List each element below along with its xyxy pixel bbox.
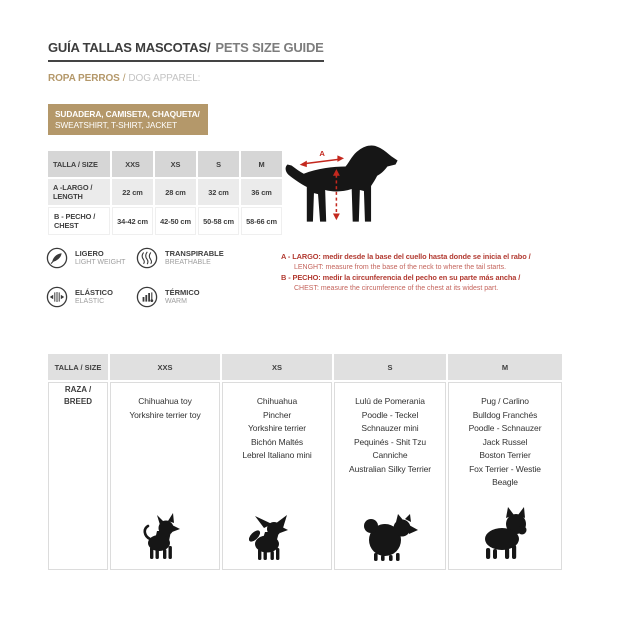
measure-label-a: A (319, 148, 325, 158)
breed-cell-xxs (110, 382, 220, 570)
breed-item: Canniche (372, 450, 408, 460)
feature-label-en: WARM (165, 298, 187, 305)
arrow-a-right-head (337, 155, 344, 162)
feature-text (165, 249, 224, 267)
size-value: 50-58 cm (198, 207, 239, 235)
subtitle (48, 73, 200, 84)
size-table (46, 149, 284, 237)
title-english: PETS SIZE GUIDE (215, 40, 324, 55)
subtitle-separator: / (122, 73, 126, 84)
french-bulldog-icon (476, 507, 534, 561)
length-row (48, 179, 282, 205)
feature-label-es: TRANSPIRABLE (165, 249, 224, 258)
instruction-line-es: A - LARGO: medir desde la base del cuello hasta donde se inicia el rabo / (281, 252, 531, 261)
feature-item (136, 286, 286, 308)
size-value: 58-66 cm (241, 207, 282, 235)
chihuahua-icon (143, 513, 187, 561)
size-table-header-cell: S (198, 151, 239, 177)
instruction-line-es: B - PECHO: medir la circunferencia del pecho en su parte más ancha / (281, 273, 521, 282)
breed-item: Yorkshire terrier toy (129, 409, 201, 420)
instruction-line-en: CHEST: measure the circumference of the chest at its widest part. (294, 284, 499, 292)
breed-table-header-cell: XXS (110, 354, 220, 380)
breed-table-header-row (48, 354, 562, 380)
feature-text (75, 249, 125, 267)
feature-item (46, 286, 136, 308)
breed-list (450, 384, 560, 490)
breed-row-label: RAZA / BREED (48, 382, 108, 570)
papillon-icon (249, 515, 305, 561)
breed-item: Pincher (262, 409, 292, 420)
feature-text (75, 288, 113, 306)
page-title (48, 40, 324, 62)
breed-item: Australian Silky Terrier (349, 463, 431, 474)
size-table-header-row (48, 151, 282, 177)
instruction-block (281, 273, 611, 294)
measure-arrow-a (306, 159, 339, 163)
size-table-header-cell: XXS (112, 151, 153, 177)
subtitle-english: DOG APPAREL: (128, 73, 201, 84)
row-label: B - PECHO / CHEST (48, 207, 110, 235)
breed-table-header-cell: S (334, 354, 446, 380)
breed-item: Beagle (492, 477, 518, 487)
breed-item: Bichón Maltés (250, 436, 304, 447)
badge-line-english: SWEATSHIRT, T-SHIRT, JACKET (55, 119, 178, 130)
breed-table-header-cell: TALLA / SIZE (48, 354, 108, 380)
breed-cell-s (334, 382, 446, 570)
breed-item: Yorkshire terrier (248, 423, 306, 433)
breed-item: Bulldog Franchés (472, 409, 538, 420)
feature-label-en: LIGHT WEIGHT (75, 259, 126, 266)
breed-list (336, 384, 444, 476)
breed-table-body-row (48, 382, 562, 570)
breed-list (112, 384, 218, 422)
badge-line-spanish: SUDADERA, CAMISETA, CHAQUETA/ (55, 109, 200, 119)
feature-label-es: TÉRMICO (165, 288, 200, 297)
feature-label-en: ELASTIC (75, 298, 105, 305)
size-value: 42-50 cm (155, 207, 196, 235)
measuring-instructions (281, 252, 611, 294)
breed-list (224, 384, 330, 463)
size-value: 22 cm (112, 179, 153, 205)
instruction-line-en: LENGHT: measure from the base of the neck to where the tail starts. (294, 263, 507, 271)
size-value: 34-42 cm (112, 207, 153, 235)
breed-item: Schnauzer mini (361, 423, 419, 433)
instruction-block (281, 252, 611, 273)
size-table-header-cell: TALLA / SIZE (48, 151, 110, 177)
row-label: A -LARGO / LENGTH (48, 179, 110, 205)
breed-table-header-cell: M (448, 354, 562, 380)
arrow-a-left-head (300, 161, 307, 168)
breed-item: Poodle - Teckel (361, 409, 419, 420)
airflow-icon (136, 247, 158, 269)
feather-icon (46, 247, 68, 269)
feature-item (46, 247, 136, 269)
breed-item: Jack Russel (482, 436, 528, 447)
breed-item: Chihuahua (256, 396, 298, 406)
labrador-silhouette-icon (286, 145, 398, 221)
breed-item: Boston Terrier (479, 450, 531, 460)
breed-cell-xs (222, 382, 332, 570)
feature-text (165, 288, 200, 306)
size-value: 36 cm (241, 179, 282, 205)
feature-item (136, 247, 286, 269)
feature-label-es: ELÁSTICO (75, 288, 113, 297)
thermometer-icon (136, 286, 158, 308)
size-table-header-cell: M (241, 151, 282, 177)
feature-label-en: BREATHABLE (165, 259, 211, 266)
breed-item: Lebrel Italiano mini (242, 450, 312, 460)
measure-diagram (278, 138, 406, 240)
breed-cell-m (448, 382, 562, 570)
size-value: 32 cm (198, 179, 239, 205)
breed-item: Fox Terrier - Westie (469, 463, 541, 474)
title-spanish: GUÍA TALLAS MASCOTAS/ (48, 40, 211, 55)
breed-item: Poodle - Schnauzer (468, 423, 542, 433)
breed-table-header-cell: XS (222, 354, 332, 380)
feature-label-es: LIGERO (75, 249, 104, 258)
breed-table (46, 352, 564, 572)
breed-item: Pug / Carlino (481, 396, 529, 406)
elastic-icon (46, 286, 68, 308)
breed-item: Chihuahua toy (138, 396, 192, 406)
subtitle-spanish: ROPA PERROS (48, 73, 120, 84)
pomeranian-icon (359, 513, 421, 561)
chest-row (48, 207, 282, 235)
line-b-bottom-head (333, 213, 340, 220)
size-value: 28 cm (155, 179, 196, 205)
breed-item: Lulú de Pomerania (355, 396, 425, 406)
breed-item: Pequinés - Shit Tzu (353, 436, 427, 447)
size-table-header-cell: XS (155, 151, 196, 177)
features-legend (46, 247, 286, 308)
category-badge (48, 104, 208, 135)
